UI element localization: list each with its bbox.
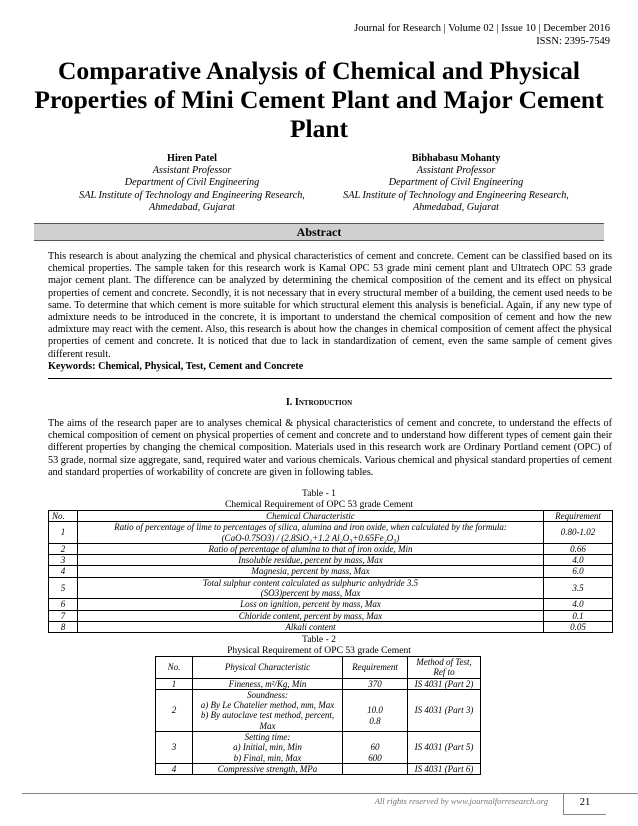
table-row [156,732,481,764]
column-header: Requirement [343,657,408,679]
table2-label: Table - 2 [302,634,336,645]
characteristic-cell: Alkali content [78,621,544,632]
author-dept: Department of Civil Engineering [124,177,260,189]
characteristic-cell [78,577,544,599]
characteristic-line: Setting time: [244,732,291,743]
column-header: Requirement [544,511,613,522]
characteristic-cell: Ratio of percentage of alumina to that of iron oxide, Min [78,543,544,554]
characteristic-line: Total sulphur content calculated as sulphuric anhydride 3.5 [202,577,419,588]
requirement-cell: 0.05 [544,621,613,632]
requirement-line: 0.8 [369,715,381,726]
row-number: 1 [49,522,78,544]
requirement-cell: 0.1 [544,610,613,621]
column-header: No. [49,511,78,522]
characteristic-line: b) Final, min, Max [233,752,302,763]
requirement-line: 10.0 [367,705,383,716]
table-header-row [49,511,613,522]
journal-website-link[interactable]: www.journalforresearch.org [450,796,548,806]
characteristic-line: (SO3)percent by mass, Max [260,588,361,599]
table1-caption: Chemical Requirement of OPC 53 grade Cement [224,498,414,510]
intro-text: The aims of the research paper are to analyses chemical & physical characteristics of cement and concrete, to understand the effects of chemical composition of cement on physical properties of cement and concrete and to understand how different types of cement gain their different properties by changing the chemical composition. Materials used in this research work are Ordinary Portland cement (OPC) of 53 grade, normal size aggregate, sand, required water and various chemicals. Various chemical and physical standard properties of cement and standard properties of workability of concrete are given in following tables. [48,418,612,478]
characteristic-line: b) By autoclave test method, percent, Max [200,710,335,731]
table2-caption: Physical Requirement of OPC 53 grade Cement [227,644,411,656]
characteristic-cell: Compressive strength, MPa [193,763,343,774]
requirement-line: 60 [370,742,380,753]
characteristic-line: a) By Le Chatelier method, mm, Max [200,700,335,711]
requirement-cell [343,763,408,774]
table-row [49,566,613,577]
author-city: Ahmedabad, Gujarat [148,201,236,213]
characteristic-cell [193,732,343,764]
author-name: Bibhabasu Mohanty [411,153,501,164]
section-title: Introduction [294,397,353,408]
requirement-cell [343,732,408,764]
row-number: 1 [156,678,193,689]
column-header: Method of Test, Ref to [408,657,481,679]
table-row [49,522,613,544]
requirement-cell: 3.5 [544,577,613,599]
requirement-cell [343,689,408,731]
row-number: 2 [49,543,78,554]
row-number: 4 [49,566,78,577]
section-number: I. [285,397,293,408]
column-header: Chemical Characteristic [78,511,544,522]
column-header: Physical Characteristic [193,657,343,679]
author-institute: SAL Institute of Technology and Engineering Research, [343,189,569,201]
table1-caption-block [0,489,638,510]
table-row [156,678,481,689]
abstract-heading: Abstract [34,223,604,241]
row-number: 3 [49,555,78,566]
table-row [156,763,481,774]
requirement-cell: 0.66 [544,543,613,554]
characteristic-cell: Insoluble residue, percent by mass, Max [78,555,544,566]
table-row [156,689,481,731]
table-header-row [156,657,481,679]
section-heading [0,397,638,408]
characteristic-cell [78,522,544,544]
author-block-2 [306,153,606,214]
paper-title: Comparative Analysis of Chemical and Physical Properties of Mini Cement Plant and Major Cement Plant [34,56,604,143]
page-number: 21 [563,794,606,815]
method-cell: IS 4031 (Part 3) [408,689,481,731]
chemical-requirements-table [48,510,613,633]
author-role: Assistant Professor [152,165,232,177]
method-cell: IS 4031 (Part 6) [408,763,481,774]
requirement-cell: 4.0 [544,599,613,610]
author-block-1 [42,153,342,214]
requirement-cell: 6.0 [544,566,613,577]
requirement-cell: 4.0 [544,555,613,566]
characteristic-formula: (CaO-0.7SO3) / (2.8SiO₂+1.2 Al₂O₃+0.65Fe₂O₃) [221,532,400,543]
column-header: No. [156,657,193,679]
characteristic-line: Ratio of percentage of lime to percentages of silica, alumina and iron oxide, when calculated by the formula: [114,522,507,533]
row-number: 2 [156,689,193,731]
characteristic-cell: Chloride content, percent by mass, Max [78,610,544,621]
author-name: Hiren Patel [167,153,217,164]
row-number: 4 [156,763,193,774]
table-row [49,610,613,621]
requirement-cell: 370 [343,678,408,689]
keywords: Keywords: Chemical, Physical, Test, Cement and Concrete [48,361,304,372]
characteristic-line: Soundness: [247,689,288,700]
characteristic-cell: Fineness, m²/Kg, Min [193,678,343,689]
row-number: 8 [49,621,78,632]
requirement-line: 600 [368,752,382,763]
requirement-cell: 0.80-1.02 [544,522,613,544]
characteristic-cell: Loss on ignition, percent by mass, Max [78,599,544,610]
table2-caption-block [0,635,638,656]
footer-copyright [375,796,548,806]
characteristic-line: a) Initial, min, Min [233,742,302,753]
author-dept: Department of Civil Engineering [388,177,524,189]
table-row [49,555,613,566]
table-row [49,577,613,599]
method-cell: IS 4031 (Part 5) [408,732,481,764]
method-cell: IS 4031 (Part 2) [408,678,481,689]
divider [48,378,612,379]
author-role: Assistant Professor [416,165,496,177]
physical-requirements-table [155,656,481,775]
copyright-text: All rights reserved by [374,796,449,806]
table1-label: Table - 1 [302,488,336,499]
row-number: 7 [49,610,78,621]
table-row [49,543,613,554]
row-number: 6 [49,599,78,610]
author-city: Ahmedabad, Gujarat [412,201,500,213]
author-institute: SAL Institute of Technology and Engineering Research, [79,189,305,201]
issn: ISSN: 2395-7549 [536,36,610,47]
journal-info: Journal for Research | Volume 02 | Issue 10 | December 2016 [354,23,610,34]
table-row [49,621,613,632]
row-number: 3 [156,732,193,764]
characteristic-cell: Magnesia, percent by mass, Max [78,566,544,577]
footer-divider [22,793,638,794]
characteristic-cell [193,689,343,731]
row-number: 5 [49,577,78,599]
abstract-text: This research is about analyzing the chemical and physical characteristics of cement and concrete. Cement can be classified based on its chemical properties. The sample taken for this research work is Kamal OPC 53 grade mini cement plant and Ultratech OPC 53 grade major cement plant. The difference can be analyzed by determining the chemical composition of the cement and its effect on physical properties of cement and concrete. Secondly, it is not necessary that in every structural member of a building, the cement used needs to be same. To determine that which cement is more suitable for which structural element this analysis is beneficial. Again, if any new type of admixture needs to be introduced in the concrete, it is important to understand the chemical composition of cement and how the new admixture may react with the cement. Also, this research is about how the changes in chemical composition of cement affect the physical properties of cement and concrete. It is noticed that due to lack in standardization of cement, even the same sample of cement gives different result. [48,251,612,360]
table-row [49,599,613,610]
journal-header [354,22,610,48]
